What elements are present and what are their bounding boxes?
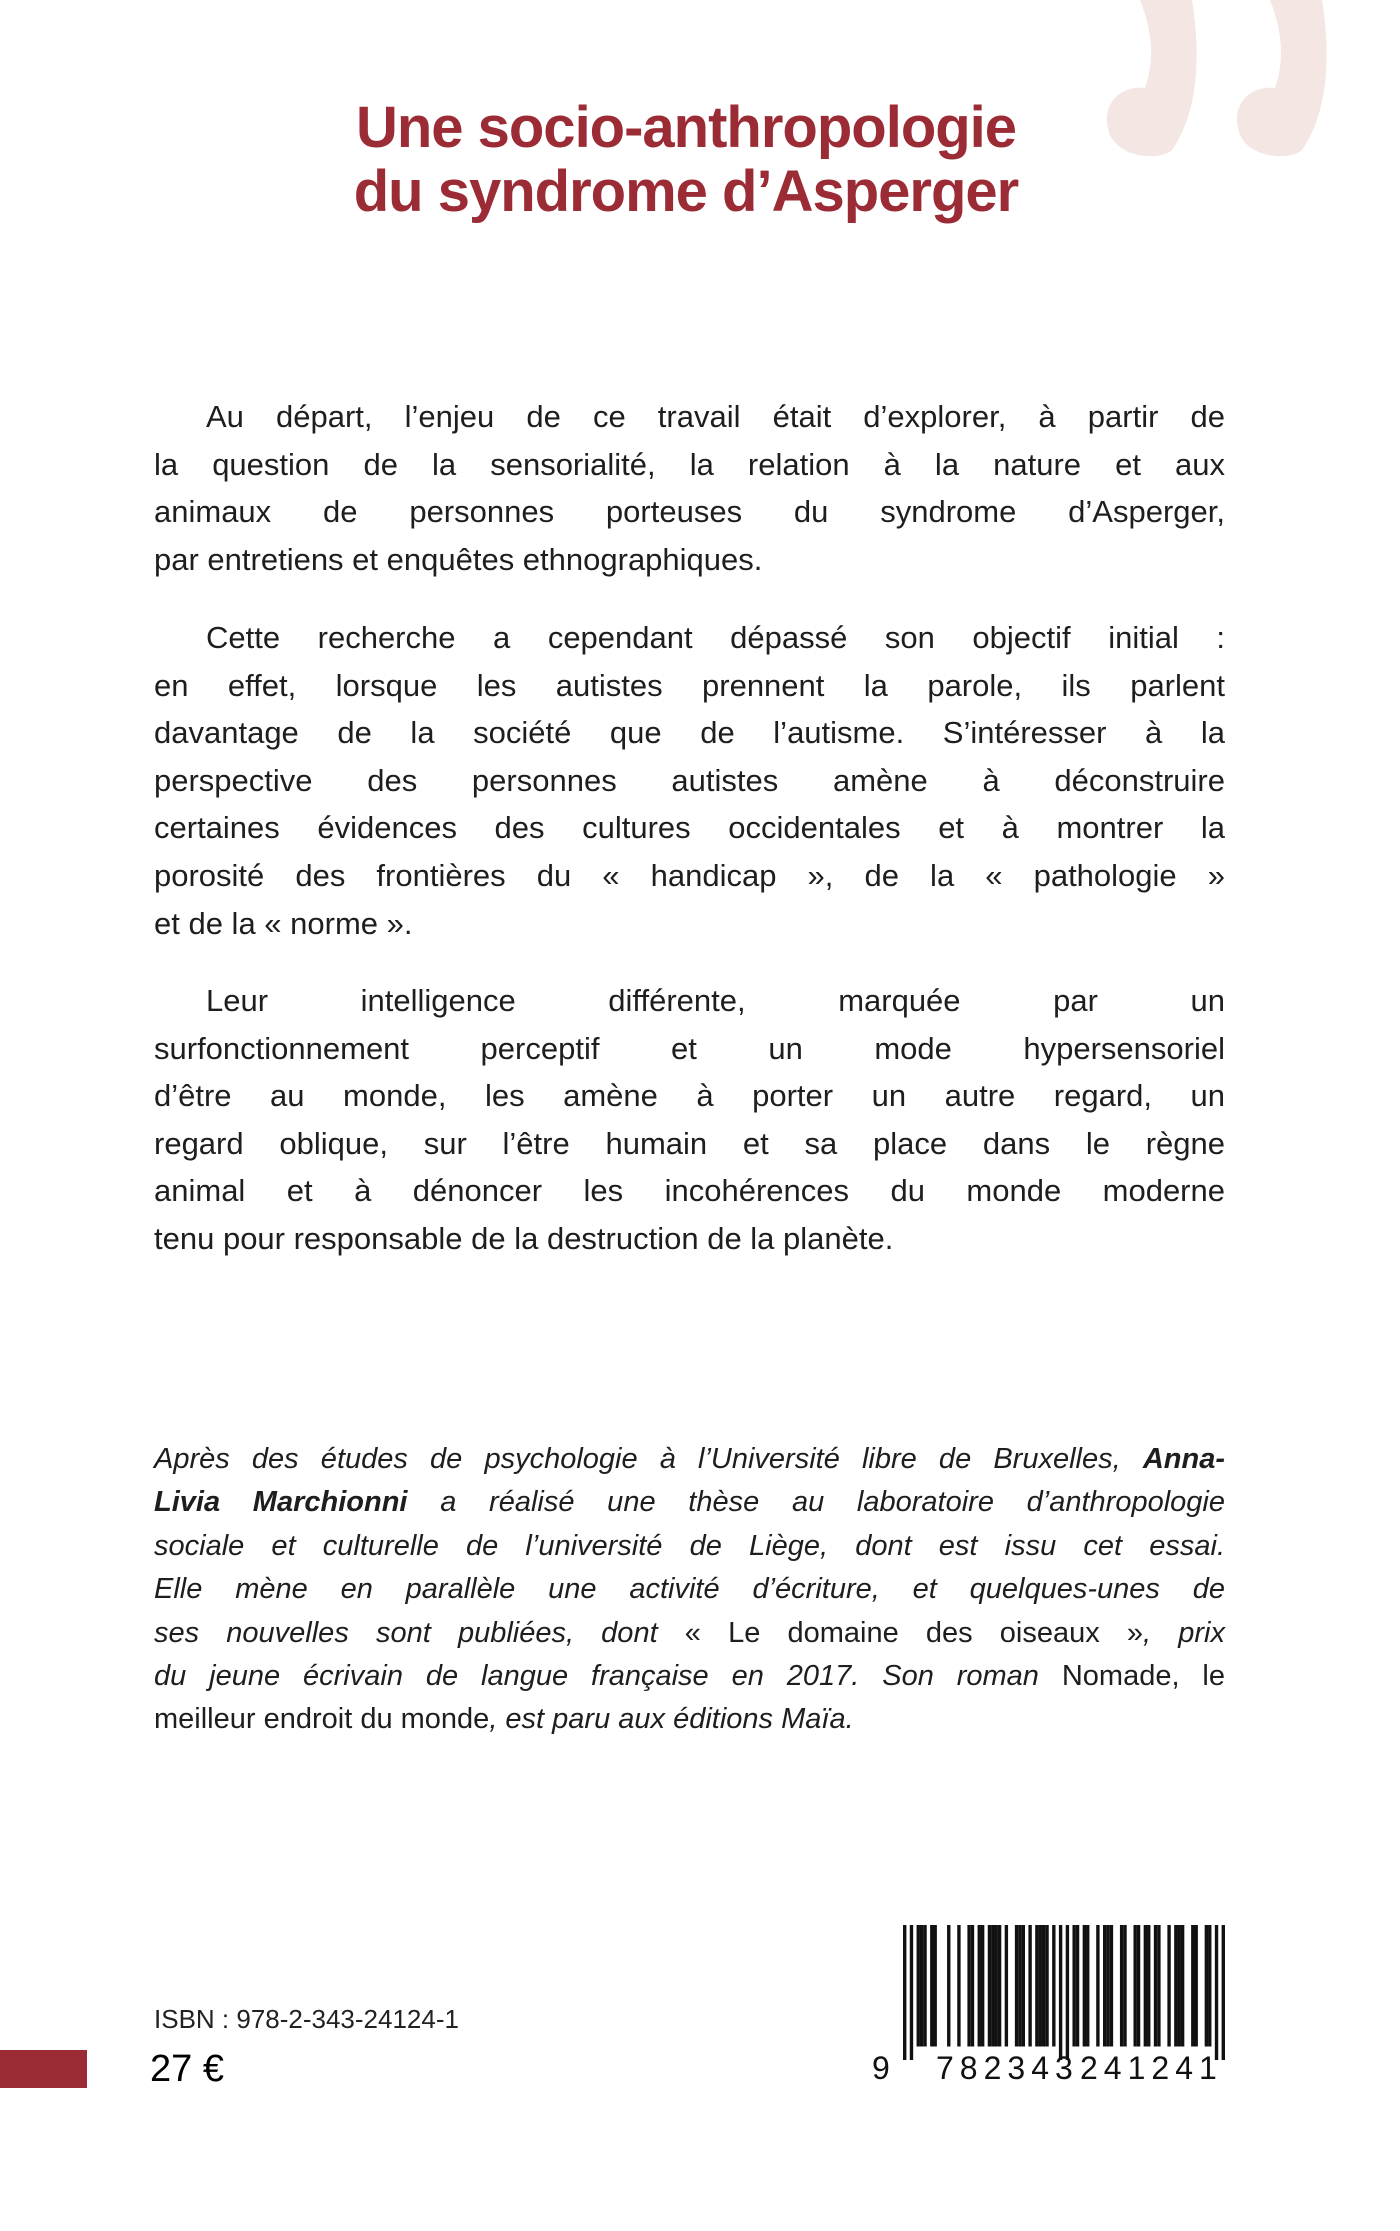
bio-text: ses nouvelles sont publiées, dont xyxy=(154,1616,685,1649)
barcode-bar xyxy=(978,1925,981,2047)
text-line: porosité des frontières du « handicap », de la « pathologie » xyxy=(154,857,1225,893)
text-line: regard oblique, sur l’être humain et sa place dans le règne xyxy=(154,1125,1225,1161)
barcode-bar xyxy=(1045,1925,1048,2047)
bio-line xyxy=(154,1438,1225,1481)
bio-text: sociale et culturelle de l’université de Liège, dont est issu cet essai. xyxy=(154,1529,1225,1562)
barcode-bar xyxy=(1144,1925,1147,2047)
bio-text: Après des études de psychologie à l’Université libre de Bruxelles, xyxy=(154,1443,1143,1475)
text-line: Cette recherche a cependant dépassé son objectif initial : xyxy=(206,620,1225,655)
bio-line xyxy=(154,1568,1225,1611)
bio-text: du jeune écrivain de langue française en 2017. Son roman xyxy=(154,1659,1062,1692)
summary-paragraph-2 xyxy=(154,614,1225,947)
barcode-bar xyxy=(934,1925,937,2047)
barcode-bar xyxy=(1106,1925,1109,2047)
author-name: Livia Marchionni xyxy=(154,1486,408,1519)
barcode-bar xyxy=(1018,1925,1021,2047)
barcode-bar xyxy=(1103,1925,1106,2047)
barcode-bar xyxy=(1137,1925,1140,2047)
text-line: surfonctionnement perceptif et un mode hypersensoriel xyxy=(154,1030,1225,1066)
barcode-bar xyxy=(1123,1925,1126,2047)
barcode-bar xyxy=(1035,1925,1038,2047)
summary-paragraph-1 xyxy=(154,393,1225,583)
text-line: perspective des personnes autistes amène à déconstruire xyxy=(154,762,1225,798)
bio-line xyxy=(154,1525,1225,1568)
text-line: Leur intelligence différente, marquée par un xyxy=(206,983,1225,1018)
barcode-bar xyxy=(1076,1925,1079,2047)
barcode-bar xyxy=(1157,1925,1160,2047)
barcode-bar xyxy=(1083,1925,1086,2047)
bio-text: « Le domaine des oiseaux » xyxy=(684,1616,1144,1649)
barcode-bar xyxy=(910,1925,913,2060)
bio-text: , est paru aux éditions Maïa. xyxy=(489,1703,854,1736)
bio-line xyxy=(154,1698,1225,1741)
text-line: Au départ, l’enjeu de ce travail était d’explorer, à partir de xyxy=(206,399,1225,434)
barcode-bar xyxy=(1167,1925,1170,2047)
barcode-bar xyxy=(1110,1925,1113,2047)
bio-line xyxy=(154,1481,1225,1524)
text-line: tenu pour responsable de la destruction de la planète. xyxy=(154,1220,894,1256)
bio-line xyxy=(154,1655,1225,1698)
author-bio xyxy=(154,1438,1225,1742)
accent-bar xyxy=(0,2050,87,2088)
barcode-bar xyxy=(981,1925,984,2047)
bio-text: meilleur endroit du monde xyxy=(154,1703,490,1736)
barcode-bar xyxy=(1086,1925,1089,2047)
barcode-bar xyxy=(1194,1925,1197,2047)
barcode-bar xyxy=(995,1925,998,2047)
barcode-bar xyxy=(1191,1925,1194,2047)
barcode-bar xyxy=(988,1925,991,2047)
barcode-bar xyxy=(1222,1925,1225,2060)
barcode-bar xyxy=(1133,1925,1136,2047)
barcode-bar xyxy=(1059,1925,1062,2060)
barcode-bar xyxy=(923,1925,926,2047)
barcode-bar xyxy=(947,1925,950,2047)
barcode xyxy=(903,1925,1225,2060)
price: 27 € xyxy=(150,2048,224,2090)
barcode-bar xyxy=(1205,1925,1208,2047)
author-name: Anna- xyxy=(1142,1443,1225,1475)
text-line: par entretiens et enquêtes ethnographiques. xyxy=(154,541,763,577)
barcode-bar xyxy=(1039,1925,1042,2047)
barcode-bar xyxy=(1120,1925,1123,2047)
text-line: en effet, lorsque les autistes prennent la parole, ils parlent xyxy=(154,667,1225,703)
text-line: la question de la sensorialité, la relation à la nature et aux xyxy=(154,446,1225,482)
barcode-digits-left: 782343 xyxy=(936,2050,1079,2086)
barcode-bar xyxy=(1096,1925,1099,2047)
text-line: animal et à dénoncer les incohérences du monde moderne xyxy=(154,1173,1225,1209)
barcode-bar xyxy=(991,1925,994,2047)
barcode-bar xyxy=(1178,1925,1181,2047)
barcode-bar xyxy=(1052,1925,1055,2047)
barcode-bar xyxy=(1005,1925,1008,2047)
barcode-bar xyxy=(1042,1925,1045,2047)
barcode-bar xyxy=(1066,1925,1069,2060)
bio-text: Nomade, le xyxy=(1061,1659,1225,1692)
barcode-bar xyxy=(967,1925,970,2047)
barcode-digits-right: 241241 xyxy=(1080,2050,1223,2086)
barcode-bar xyxy=(1028,1925,1031,2047)
text-line: davantage de la société que de l’autisme. S’intéresser à la xyxy=(154,715,1225,751)
barcode-digit-first: 9 xyxy=(872,2050,896,2086)
isbn: ISBN : 978-2-343-24124-1 xyxy=(154,2004,459,2034)
barcode-bar xyxy=(1215,1925,1218,2060)
barcode-bar xyxy=(920,1925,923,2047)
text-line: animaux de personnes porteuses du syndrome d’Asperger, xyxy=(154,494,1225,530)
barcode-bar xyxy=(1208,1925,1211,2047)
barcode-bar xyxy=(930,1925,933,2047)
bio-text: Elle mène en parallèle une activité d’écriture, et quelques-unes de xyxy=(154,1573,1225,1606)
barcode-bar xyxy=(1015,1925,1018,2047)
summary-paragraph-3 xyxy=(154,977,1225,1263)
bio-text: , prix xyxy=(1143,1616,1225,1649)
text-line: et de la « norme ». xyxy=(154,905,413,941)
barcode-bar xyxy=(957,1925,960,2047)
book-title-line-1: Une socio-anthropologie xyxy=(355,95,1017,160)
barcode-bar xyxy=(1154,1925,1157,2047)
barcode-bar xyxy=(917,1925,920,2047)
barcode-bar xyxy=(1072,1925,1075,2047)
barcode-bar xyxy=(1022,1925,1025,2047)
barcode-bar xyxy=(1147,1925,1150,2047)
bio-text: a réalisé une thèse au laboratoire d’anthropologie xyxy=(407,1486,1225,1519)
text-line: certaines évidences des cultures occidentales et à montrer la xyxy=(154,810,1225,846)
barcode-bar xyxy=(1181,1925,1184,2047)
barcode-bar xyxy=(903,1925,906,2060)
barcode-bar xyxy=(1174,1925,1177,2047)
barcode-bar xyxy=(971,1925,974,2047)
text-line: d’être au monde, les amène à porter un autre regard, un xyxy=(154,1078,1225,1114)
book-title-line-2: du syndrome d’Asperger xyxy=(353,159,1019,224)
bio-line xyxy=(154,1612,1225,1655)
barcode-bar xyxy=(998,1925,1001,2047)
